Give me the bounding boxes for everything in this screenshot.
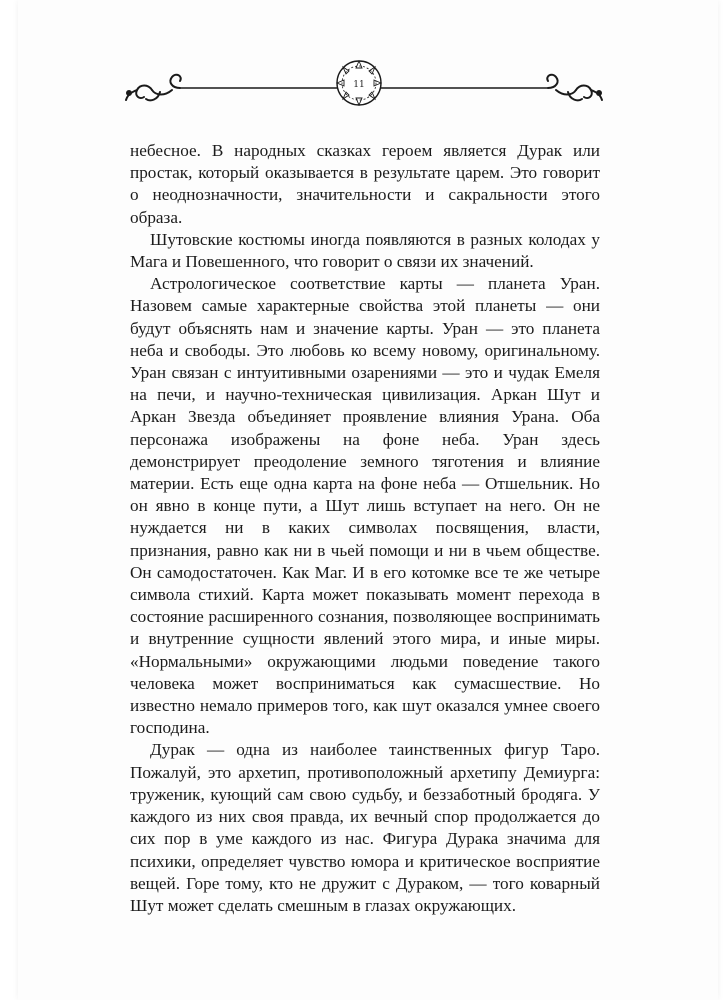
page-number: 11 xyxy=(353,80,365,90)
body-text xyxy=(130,140,600,917)
ornamental-divider-icon xyxy=(0,50,728,140)
paragraph: Астрологическое соответствие карты — планета Уран. Назовем самые характерные свойства этой планеты — они будут объяснять нам и значение карты. Уран — это планета неба и свободы. Это любовь ко всему новому, оригинальному. Уран связан с интуитивными озарениями — это и чудак Емеля на печи, и научно-техническая цивилизация. Аркан Шут и Аркан Звезда объединяет проявление влияния Урана. Оба персонажа изображены на фоне неба. Уран здесь демонстрирует преодоление земного тяготения и влияние материи. Есть еще одна карта на фоне неба — Отшельник. Но он явно в конце пути, а Шут лишь вступает на него. Он не нуждается ни в каких символах посвящения, власти, признания, равно как ни в чьей помощи и ни в чьем обществе. Он самодостаточен. Как Маг. И в его котомке все те же четыре символа стихий. Карта может показывать момент перехода в состояние расширенного сознания, позволяющее воспринимать и внутренние сущности явлений этого мира, и иные миры. «Нормальными» окружающими людьми поведение такого человека может восприниматься как сумасшествие. Но известно немало примеров того, как шут оказался умнее своего господина. xyxy=(130,274,600,738)
page-header xyxy=(0,50,728,140)
paragraph: небесное. В народных сказках героем является Дурак или простак, который оказывается в результате царем. Это говорит о неоднозначности, значительности и сакральности этого образа. xyxy=(130,141,600,227)
paragraph: Шутовские костюмы иногда появляются в разных колодах у Мага и Повешенного, что говорит о связи их значений. xyxy=(130,229,600,272)
paragraph: Дурак — одна из наиболее таинственных фигур Таро. Пожалуй, это архетип, противоположный архетипу Демиурга: труженик, кующий сам свою судьбу, и беззаботный бродяга. У каждого из них своя правда, их вечный спор продолжается до сих пор в уме каждого из нас. Фигура Дурака значима для психики, определяет чувство юмора и критическое восприятие вещей. Горе тому, кто не дружит с Дураком, — того коварный Шут может сделать смешным в глазах окружающих. xyxy=(130,740,600,915)
